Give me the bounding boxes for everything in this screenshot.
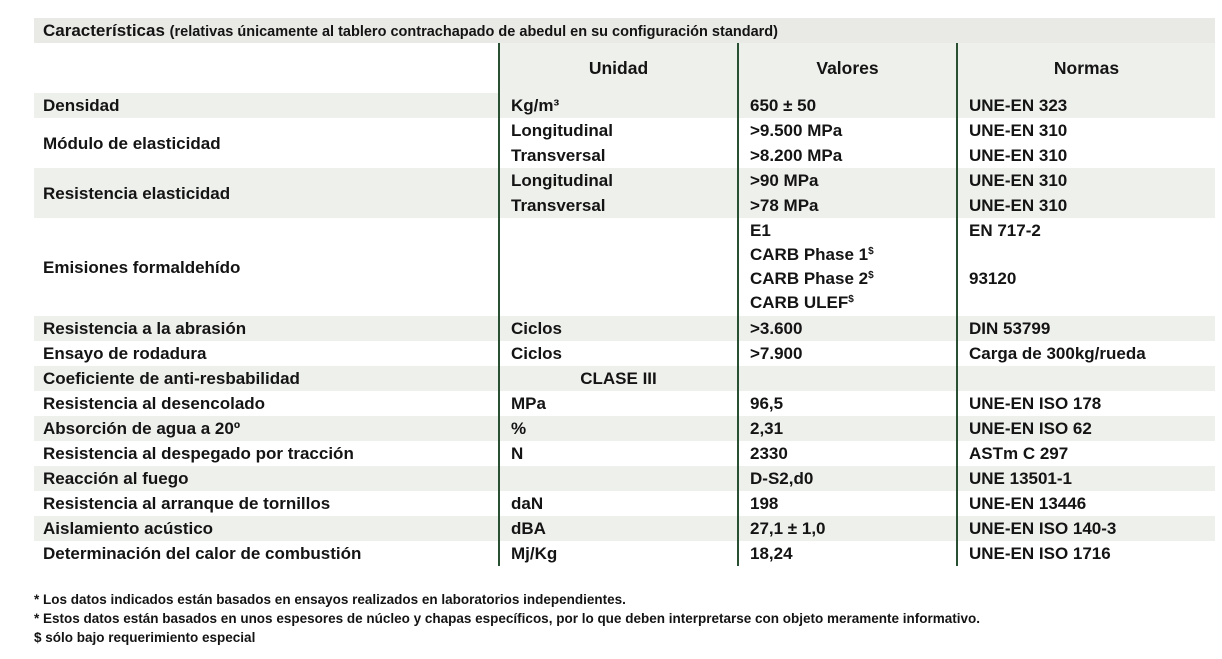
row-label: Emisiones formaldehído [34, 218, 499, 316]
row-norm: UNE-EN 310 [957, 168, 1215, 193]
row-label: Absorción de agua a 20º [34, 416, 499, 441]
value-carb2: CARB Phase 2$ [750, 269, 874, 288]
table-title [34, 18, 1215, 43]
row-norm: UNE-EN ISO 178 [957, 391, 1215, 416]
header-row [34, 43, 1215, 93]
row-value [738, 366, 957, 391]
row-unit: dBA [499, 516, 738, 541]
table-row [34, 341, 1215, 366]
row-unit [499, 218, 738, 316]
row-label: Reacción al fuego [34, 466, 499, 491]
footnote-lab: * Los datos indicados están basados en ensayos realizados en laboratorios independientes. [34, 592, 626, 607]
table-row [34, 416, 1215, 441]
row-norm: Carga de 300kg/rueda [957, 341, 1215, 366]
row-norm: ASTm C 297 [957, 441, 1215, 466]
row-value: >9.500 MPa [738, 118, 957, 143]
title-subtitle: (relativas únicamente al tablero contrachapado de abedul en su configuración standard) [169, 24, 778, 40]
row-value: D-S2,d0 [738, 466, 957, 491]
table-row [34, 541, 1215, 566]
row-norm: UNE 13501-1 [957, 466, 1215, 491]
row-value: 27,1 ± 1,0 [738, 516, 957, 541]
row-label: Resistencia a la abrasión [34, 316, 499, 341]
table-row [34, 491, 1215, 516]
special-mark: $ [868, 270, 874, 281]
norm-93120: 93120 [969, 269, 1017, 288]
header-unidad: Unidad [499, 43, 738, 93]
value-carb1: CARB Phase 1$ [750, 245, 874, 264]
header-normas: Normas [957, 43, 1215, 93]
title-main: Características [43, 21, 165, 40]
row-norm [957, 218, 1215, 316]
norm-en717: EN 717-2 [969, 221, 1041, 240]
row-label: Módulo de elasticidad [34, 118, 499, 168]
table-row [34, 516, 1215, 541]
row-label: Densidad [34, 93, 499, 118]
row-label: Ensayo de rodadura [34, 341, 499, 366]
row-label: Resistencia elasticidad [34, 168, 499, 218]
header-empty [34, 43, 499, 93]
value-carb-ulef: CARB ULEF$ [750, 293, 854, 312]
row-value: 18,24 [738, 541, 957, 566]
row-unit: % [499, 416, 738, 441]
footnote-special: $ sólo bajo requerimiento especial [34, 630, 256, 645]
row-norm: UNE-EN ISO 62 [957, 416, 1215, 441]
table-row [34, 168, 1215, 193]
row-unit: MPa [499, 391, 738, 416]
row-unit: Longitudinal [499, 168, 738, 193]
row-label: Resistencia al desencolado [34, 391, 499, 416]
row-unit: N [499, 441, 738, 466]
row-label: Coeficiente de anti-resbabilidad [34, 366, 499, 391]
row-unit: Transversal [499, 193, 738, 218]
row-label: Aislamiento acústico [34, 516, 499, 541]
row-value: >90 MPa [738, 168, 957, 193]
row-value: 198 [738, 491, 957, 516]
row-norm [957, 366, 1215, 391]
characteristics-sheet [34, 18, 1215, 566]
value-e1: E1 [750, 221, 771, 240]
row-value: 2,31 [738, 416, 957, 441]
row-norm: UNE-EN 310 [957, 118, 1215, 143]
row-norm: UNE-EN ISO 1716 [957, 541, 1215, 566]
row-norm: UNE-EN 13446 [957, 491, 1215, 516]
row-value: >7.900 [738, 341, 957, 366]
row-norm: DIN 53799 [957, 316, 1215, 341]
header-valores: Valores [738, 43, 957, 93]
row-unit: Kg/m³ [499, 93, 738, 118]
row-norm: UNE-EN 310 [957, 193, 1215, 218]
table-row [34, 391, 1215, 416]
row-label: Determinación del calor de combustión [34, 541, 499, 566]
row-norm: UNE-EN ISO 140-3 [957, 516, 1215, 541]
row-value: 2330 [738, 441, 957, 466]
row-unit: CLASE III [499, 366, 738, 391]
row-value: 650 ± 50 [738, 93, 957, 118]
table-row [34, 441, 1215, 466]
row-norm: UNE-EN 323 [957, 93, 1215, 118]
row-value [738, 218, 957, 316]
table-row [34, 466, 1215, 491]
table-row [34, 218, 1215, 316]
row-value: 96,5 [738, 391, 957, 416]
row-unit: Mj/Kg [499, 541, 738, 566]
row-unit: daN [499, 491, 738, 516]
characteristics-table [34, 43, 1215, 566]
footnote-thickness: * Estos datos están basados en unos espesores de núcleo y chapas específicos, por lo que deben interpretarse con objeto meramente informativo. [34, 611, 981, 626]
table-row [34, 366, 1215, 391]
row-unit: Transversal [499, 143, 738, 168]
special-mark: $ [868, 246, 874, 257]
row-label: Resistencia al despegado por tracción [34, 441, 499, 466]
row-value: >8.200 MPa [738, 143, 957, 168]
table-row [34, 118, 1215, 143]
table-row [34, 316, 1215, 341]
row-norm: UNE-EN 310 [957, 143, 1215, 168]
row-unit: Ciclos [499, 341, 738, 366]
row-value: >3.600 [738, 316, 957, 341]
row-value: >78 MPa [738, 193, 957, 218]
special-mark: $ [848, 294, 854, 305]
row-unit [499, 466, 738, 491]
table-row [34, 93, 1215, 118]
row-unit: Longitudinal [499, 118, 738, 143]
row-unit: Ciclos [499, 316, 738, 341]
footnotes [34, 590, 980, 647]
row-label: Resistencia al arranque de tornillos [34, 491, 499, 516]
